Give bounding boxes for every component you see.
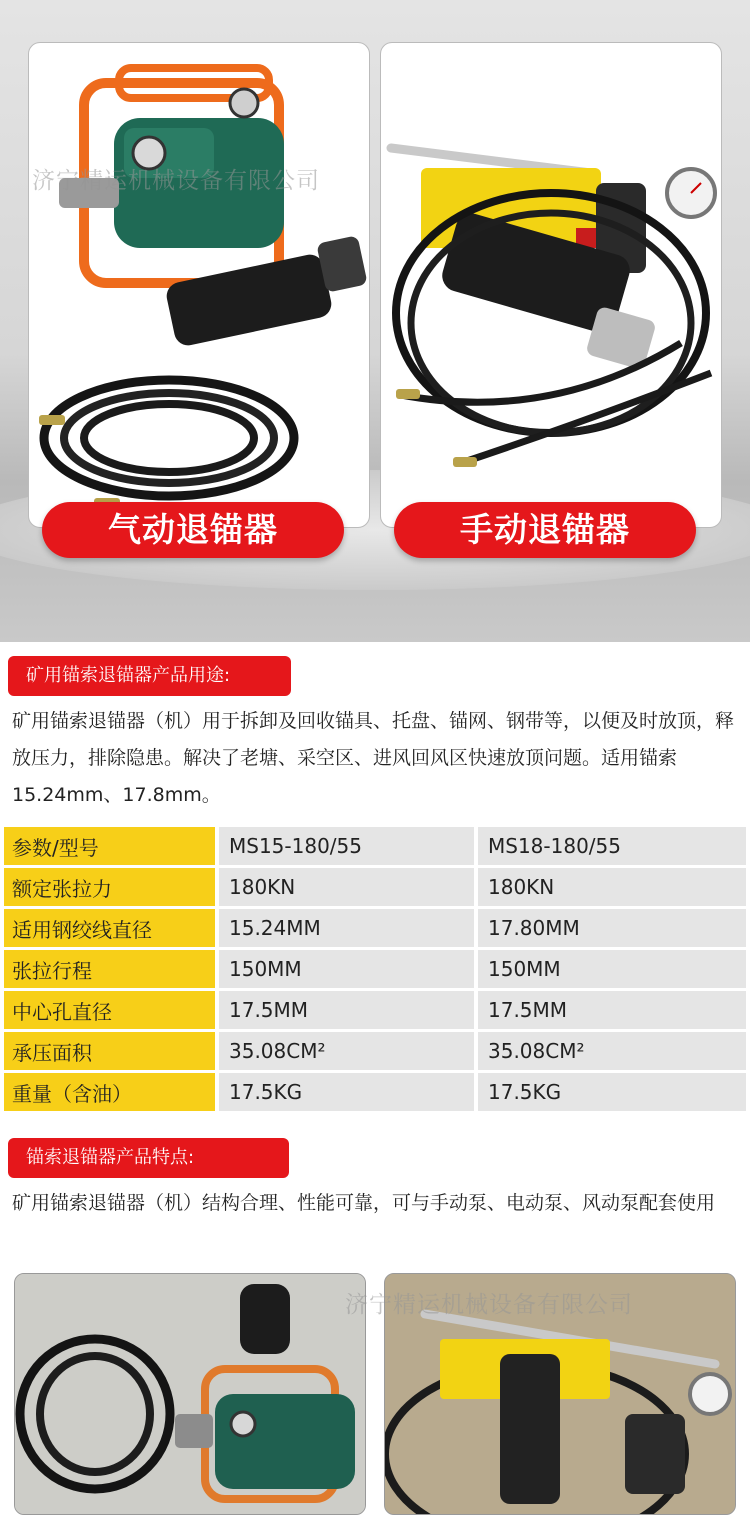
spec-value-model-a: 35.08CM² bbox=[219, 1032, 478, 1070]
spec-value-model-b: 17.5MM bbox=[478, 991, 746, 1029]
spec-row bbox=[4, 1073, 746, 1111]
hero-banner bbox=[0, 0, 750, 642]
spec-label: 重量（含油） bbox=[4, 1073, 219, 1111]
spec-value-model-a: 180KN bbox=[219, 868, 478, 906]
spec-row bbox=[4, 1032, 746, 1070]
manual-product-image bbox=[380, 42, 722, 528]
spec-label: 适用钢绞线直径 bbox=[4, 909, 219, 947]
watermark-bottom: 济宁精运机械设备有限公司 bbox=[345, 1292, 633, 1318]
features-heading: 锚索退锚器产品特点: bbox=[8, 1138, 289, 1178]
pneumatic-product-image bbox=[28, 42, 370, 528]
spec-label: 参数/型号 bbox=[4, 827, 219, 865]
pneumatic-photo bbox=[14, 1273, 366, 1515]
spec-value-model-a: 17.5MM bbox=[219, 991, 478, 1029]
spec-row bbox=[4, 909, 746, 947]
spec-row bbox=[4, 868, 746, 906]
spec-value-model-b: 35.08CM² bbox=[478, 1032, 746, 1070]
features-description: 矿用锚索退锚器（机）结构合理、性能可靠，可与手动泵、电动泵、风动泵配套使用 bbox=[12, 1192, 716, 1214]
spec-value-model-b: 180KN bbox=[478, 868, 746, 906]
spec-value-model-a: 17.5KG bbox=[219, 1073, 478, 1111]
spec-value-model-b: MS18-180/55 bbox=[478, 827, 746, 865]
spec-label: 承压面积 bbox=[4, 1032, 219, 1070]
spec-value-model-a: 15.24MM bbox=[219, 909, 478, 947]
spec-label: 额定张拉力 bbox=[4, 868, 219, 906]
manual-product-label: 手动退锚器 bbox=[394, 502, 696, 558]
spec-row bbox=[4, 827, 746, 865]
spec-value-model-b: 17.80MM bbox=[478, 909, 746, 947]
pneumatic-product-label: 气动退锚器 bbox=[42, 502, 344, 558]
watermark-top: 济宁精运机械设备有限公司 bbox=[32, 168, 320, 194]
spec-value-model-a: 150MM bbox=[219, 950, 478, 988]
usage-description: 矿用锚索退锚器（机）用于拆卸及回收锚具、托盘、锚网、钢带等，以便及时放顶，释放压力，排除隐患。解决了老塘、采空区、进风回风区快速放顶问题。适用锚索15.24mm、17.8mm。 bbox=[12, 710, 735, 806]
spec-table bbox=[4, 824, 746, 1114]
spec-value-model-b: 150MM bbox=[478, 950, 746, 988]
spec-row bbox=[4, 991, 746, 1029]
spec-value-model-a: MS15-180/55 bbox=[219, 827, 478, 865]
usage-heading: 矿用锚索退锚器产品用途: bbox=[8, 656, 291, 696]
spec-label: 中心孔直径 bbox=[4, 991, 219, 1029]
spec-row bbox=[4, 950, 746, 988]
spec-label: 张拉行程 bbox=[4, 950, 219, 988]
spec-value-model-b: 17.5KG bbox=[478, 1073, 746, 1111]
